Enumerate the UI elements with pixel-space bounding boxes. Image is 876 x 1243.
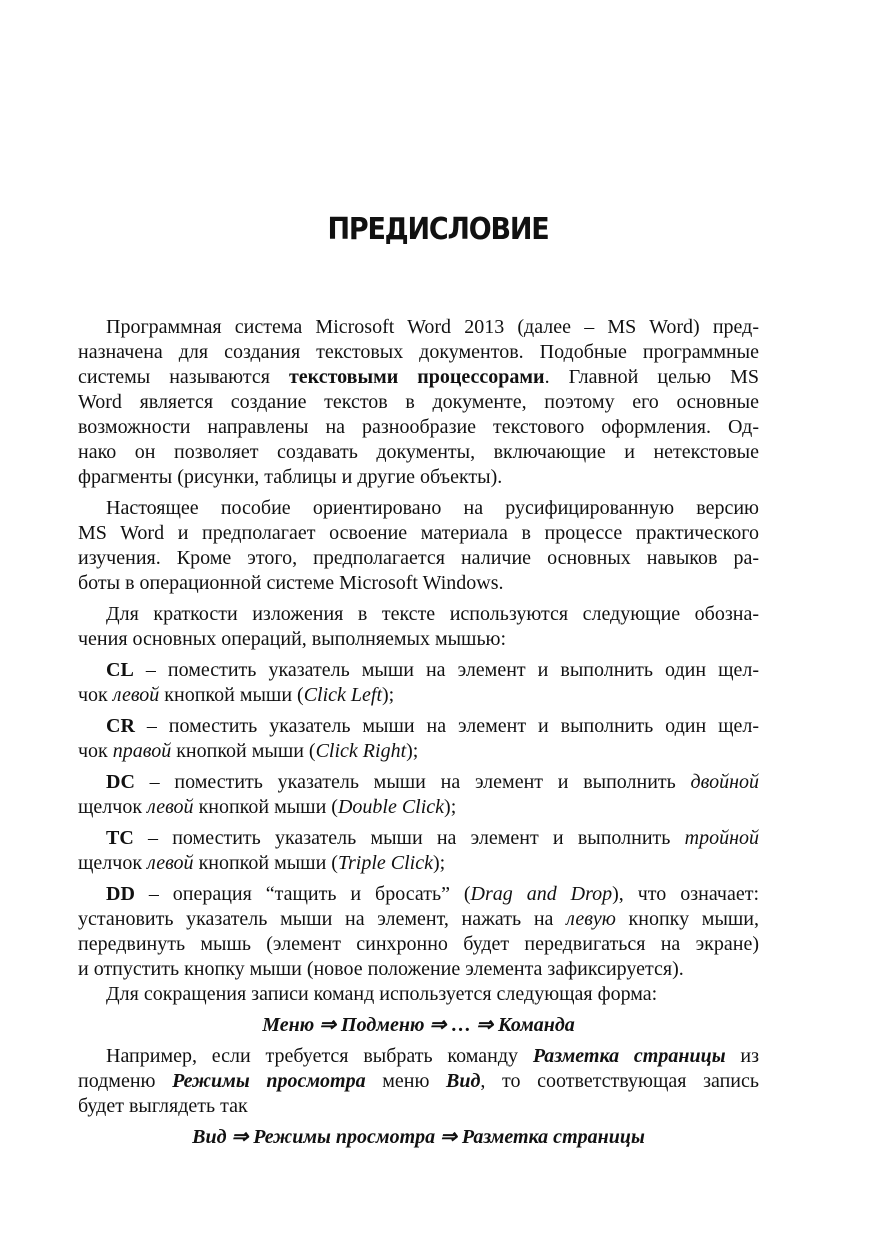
term-text-processors: текстовыми процессорами [288, 366, 545, 388]
text-line: чения основных операций, выполняемых мышью: [78, 628, 507, 650]
text-line: Настоящее пособие ориентировано на русифицированную версию [106, 497, 759, 519]
paragraph-notation [78, 602, 759, 652]
text-line: и отпустить кнопку мыши (новое положение элемента зафиксируется). [78, 958, 684, 980]
text-line: чок правой кнопкой мыши (Click Right); [78, 740, 419, 762]
paragraph-intro [78, 315, 759, 490]
abbr-cr: CR [106, 715, 135, 737]
definition-dc [78, 770, 759, 820]
paragraph-command-form [78, 982, 759, 1007]
text-line: подменю Режимы просмотра меню Вид, то соответствующая запись [78, 1070, 760, 1092]
definition-cr [78, 714, 759, 764]
text-line: боты в операционной системе Microsoft Windows. [78, 572, 504, 594]
text-line: будет выглядеть так [78, 1095, 248, 1117]
paragraph-example [78, 1044, 759, 1119]
document-body [78, 315, 759, 1150]
text-line: Для сокращения записи команд используется следующая форма: [106, 983, 658, 1005]
text-line: передвинуть мышь (элемент синхронно будет передвигаться на экране) [78, 933, 759, 955]
text-line: TC – поместить указатель мыши на элемент и выполнить тройной [106, 827, 759, 849]
abbr-tc: TC [106, 827, 134, 849]
abbr-dd: DD [106, 883, 135, 905]
text-line: нако он позволяет создавать документы, включающие и нетекстовые [78, 441, 759, 463]
text-line: DD – операция “тащить и бросать” (Drag and Drop), что означает: [106, 883, 759, 905]
abbr-cl: CL [106, 659, 134, 681]
text-line: Программная система Microsoft Word 2013 (далее – MS Word) пред- [106, 316, 759, 338]
definition-tc [78, 826, 759, 876]
text-line: чок левой кнопкой мыши (Click Left); [78, 684, 395, 706]
abbr-dc: DC [106, 771, 135, 793]
page-title: ПРЕДИСЛОВИЕ [327, 212, 549, 247]
formula-example: Вид ⇒ Режимы просмотра ⇒ Разметка страницы [192, 1126, 645, 1148]
text-line: Word является создание текстов в документе, поэтому его основные [78, 391, 759, 413]
text-line: системы называются текстовыми процессорами. Главной целью MS [78, 366, 760, 388]
text-line: возможности направлены на разнообразие текстового оформления. Од- [78, 416, 759, 438]
definition-dd [78, 882, 759, 982]
text-line: Например, если требуется выбрать команду Разметка страницы из [106, 1045, 759, 1067]
text-line: фрагменты (рисунки, таблицы и другие объекты). [78, 466, 503, 488]
text-line: изучения. Кроме этого, предполагается наличие основных навыков ра- [78, 547, 759, 569]
definition-cl [78, 658, 759, 708]
paragraph-manual [78, 496, 759, 596]
text-line: CL – поместить указатель мыши на элемент и выполнить один щел- [106, 659, 759, 681]
text-line: установить указатель мыши на элемент, нажать на левую кнопку мыши, [78, 908, 759, 930]
text-line: назначена для создания текстовых документов. Подобные программные [78, 341, 759, 363]
text-line: CR – поместить указатель мыши на элемент и выполнить один щел- [106, 715, 759, 737]
text-line: MS Word и предполагает освоение материала в процессе практического [78, 522, 759, 544]
text-line: щелчок левой кнопкой мыши (Triple Click); [78, 852, 446, 874]
text-line: DC – поместить указатель мыши на элемент и выполнить двойной [106, 771, 759, 793]
text-line: Для краткости изложения в тексте используются следующие обозна- [106, 603, 759, 625]
text-line: щелчок левой кнопкой мыши (Double Click); [78, 796, 457, 818]
formula-generic: Меню ⇒ Подменю ⇒ … ⇒ Команда [262, 1014, 575, 1036]
